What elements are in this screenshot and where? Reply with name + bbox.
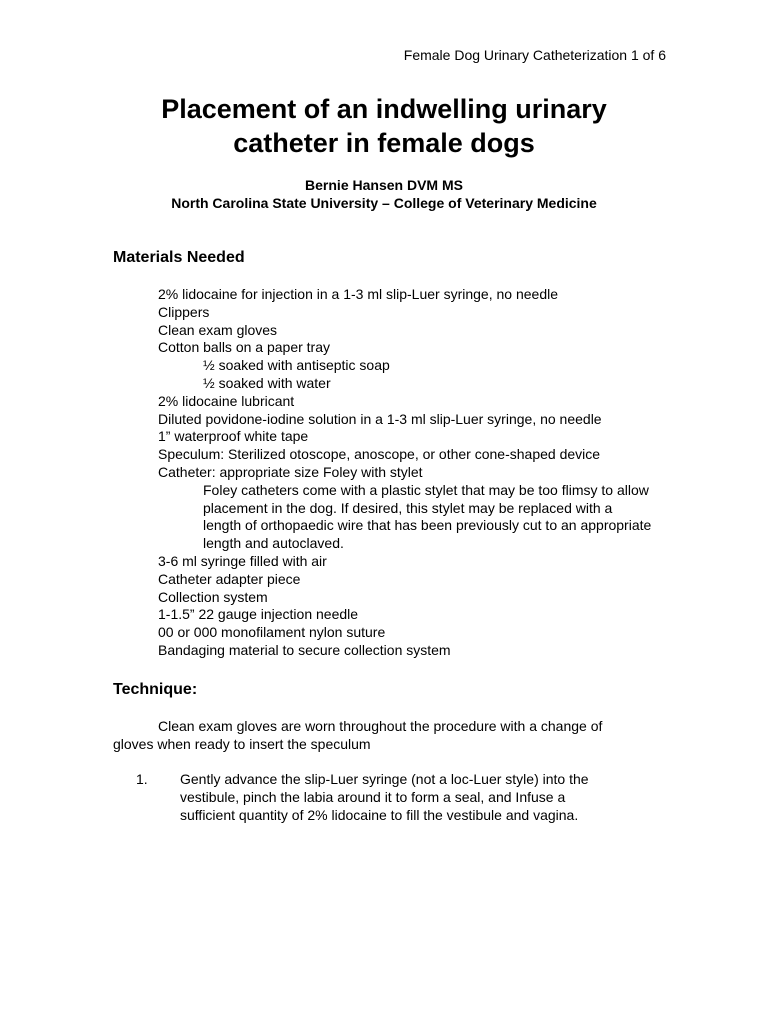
technique-intro: Clean exam gloves are worn throughout the procedure with a change of gloves when ready to insert the speculum [113, 718, 603, 752]
list-item: 00 or 000 monofilament nylon suture [158, 624, 386, 641]
technique-heading: Technique: [113, 681, 198, 698]
document-title-line-1: Placement of an indwelling urinary [161, 94, 607, 124]
list-item: 1-1.5” 22 gauge injection needle [158, 606, 359, 623]
list-item: 3-6 ml syringe filled with air [158, 552, 327, 569]
list-item: 1” waterproof white tape [158, 428, 309, 445]
author-affiliation: North Carolina State University – College of Veterinary Medicine [171, 195, 597, 211]
list-item: Clean exam gloves [158, 321, 278, 338]
author-block [0, 176, 768, 212]
list-item: 2% lidocaine lubricant [158, 392, 295, 409]
materials-list [158, 286, 678, 660]
list-item: Collection system [158, 588, 268, 605]
list-item: Catheter adapter piece [158, 570, 301, 587]
step-text: Gently advance the slip-Luer syringe (not a loc-Luer style) into the vestibule, pinch the labia around it to form a seal, and Infuse a sufficient quantity of 2% lidocaine to fill the vestibule and vagina. [180, 771, 589, 823]
list-subitem: ½ soaked with water [203, 374, 331, 391]
document-title [0, 92, 768, 160]
list-item: 2% lidocaine for injection in a 1-3 ml slip-Luer syringe, no needle [158, 286, 558, 302]
document-title-line-2: catheter in female dogs [233, 128, 535, 158]
materials-heading: Materials Needed [113, 249, 245, 266]
author-name: Bernie Hansen DVM MS [305, 177, 463, 193]
running-header: Female Dog Urinary Catheterization 1 of 6 [403, 47, 666, 63]
list-item: Cotton balls on a paper tray [158, 339, 330, 356]
technique-step [113, 770, 643, 824]
list-item: Clippers [158, 303, 210, 320]
list-item: Bandaging material to secure collection system [158, 641, 451, 658]
list-item: Catheter: appropriate size Foley with stylet [158, 463, 423, 480]
list-item: Diluted povidone-iodine solution in a 1-3 ml slip-Luer syringe, no needle [158, 410, 602, 427]
step-number: 1. [136, 771, 148, 787]
list-note: Foley catheters come with a plastic stylet that may be too flimsy to allow placement in the dog. If desired, this stylet may be replaced with a length of orthopaedic wire that has been previously cut to an appropriate length and autoclaved. [203, 481, 652, 552]
list-subitem: ½ soaked with antiseptic soap [203, 357, 390, 374]
list-item: Speculum: Sterilized otoscope, anoscope, or other cone-shaped device [158, 446, 601, 463]
